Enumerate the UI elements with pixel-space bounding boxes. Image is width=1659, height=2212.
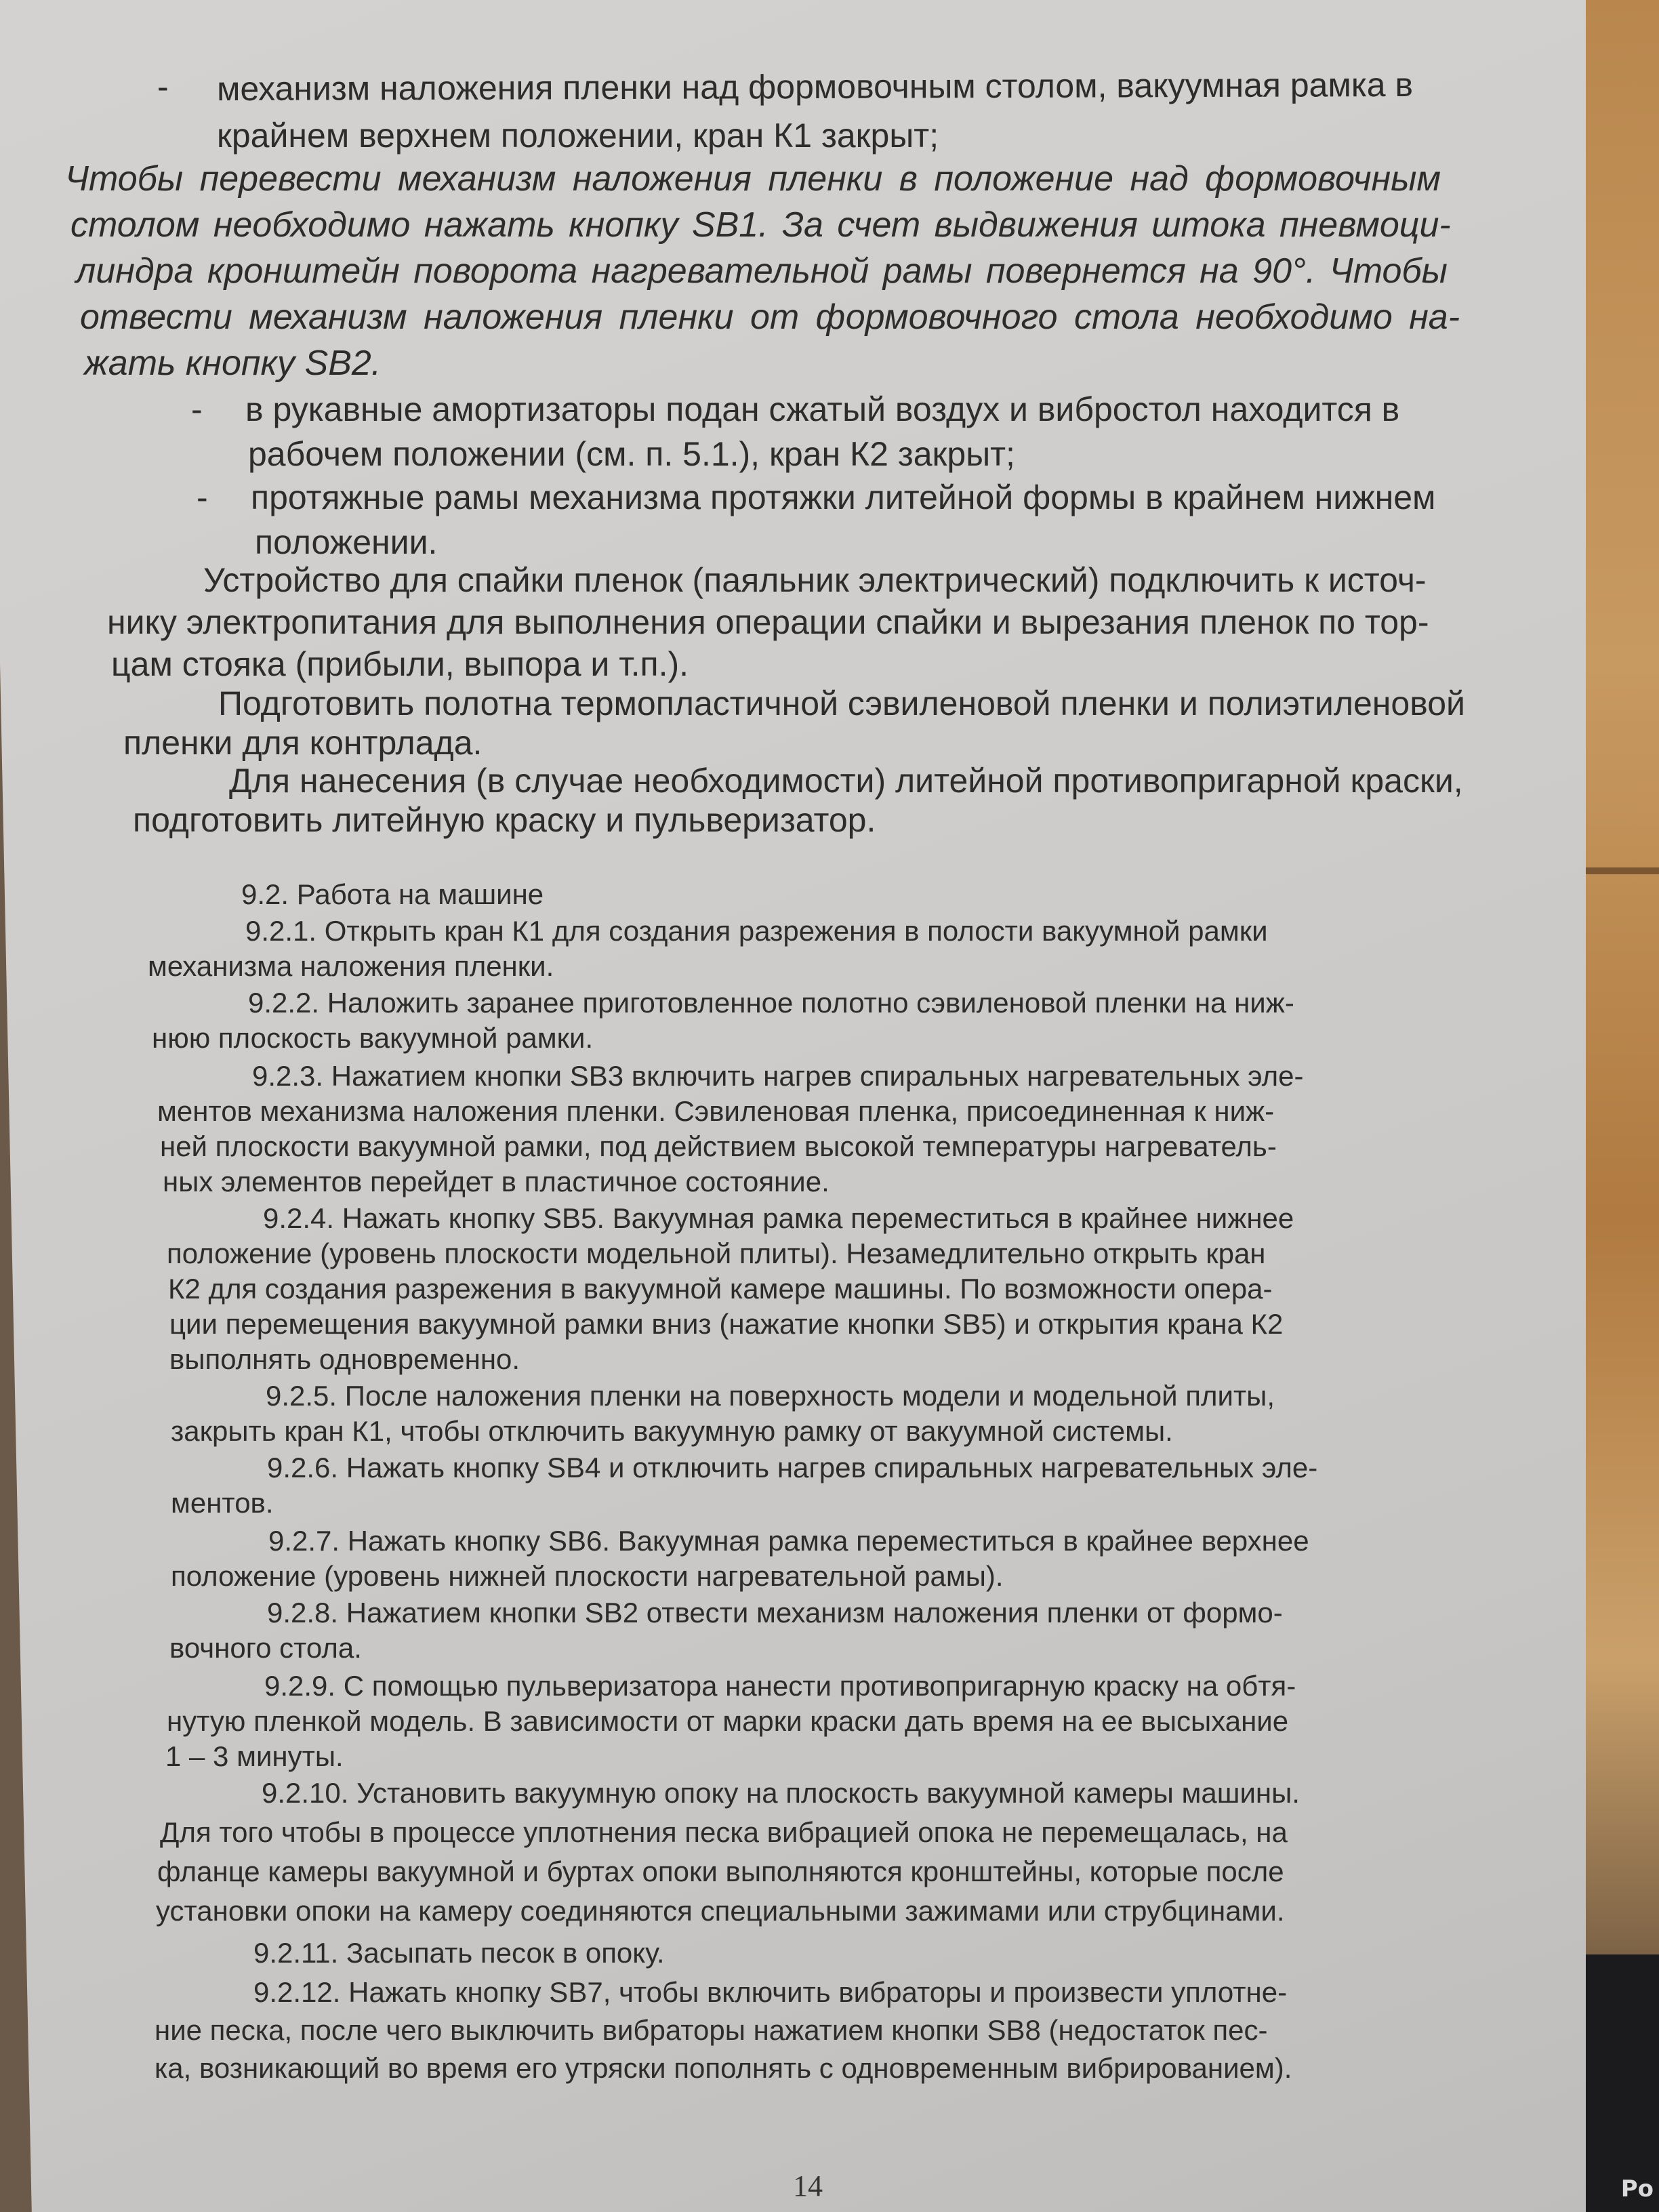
step-line: 9.2.12. Нажать кнопку SB7, чтобы включить вибраторы и произвести уплотне- <box>253 1976 1288 2008</box>
step-line: 9.2.8. Нажатием кнопки SB2 отвести механизм наложения пленки от формо- <box>267 1597 1283 1629</box>
step-line: 9.2.4. Нажать кнопку SB5. Вакуумная рамка переместиться в крайнее нижнее <box>263 1202 1294 1234</box>
step-line: ных элементов перейдет в пластичное состояние. <box>163 1166 830 1197</box>
step-line: положение (уровень нижней плоскости нагревательной рамы). <box>171 1560 1004 1592</box>
step-line: нутую пленкой модель. В зависимости от марки краски дать время на ее высыхание <box>167 1705 1289 1737</box>
desk-background <box>1578 0 1659 2212</box>
bullet-line: протяжные рамы механизма протяжки литейной формы в крайнем нижнем <box>251 478 1436 516</box>
paragraph-line: Для нанесения (в случае необходимости) литейной противопригарной краски, <box>229 762 1463 800</box>
corner-label: Po <box>1620 2175 1654 2203</box>
step-line: К2 для создания разрежения в вакуумной камере машины. По возможности опера- <box>168 1273 1273 1305</box>
step-line: установки опоки на камеру соединяются специальными зажимами или струбцинами. <box>156 1895 1285 1927</box>
step-line: 9.2.2. Наложить заранее приготовленное полотно сэвиленовой пленки на ниж- <box>248 987 1294 1019</box>
paragraph-line: подготовить литейную краску и пульверизатор. <box>133 801 876 839</box>
bullet-dash: - <box>191 390 203 428</box>
step-line: нюю плоскость вакуумной рамки. <box>152 1022 594 1054</box>
step-line: 9.2.10. Установить вакуумную опоку на плоскость вакуумной камеры машины. <box>262 1777 1300 1809</box>
step-line: 9.2.7. Нажать кнопку SB6. Вакуумная рамка переместиться в крайнее верхнее <box>268 1525 1309 1557</box>
step-line: механизма наложения пленки. <box>148 950 554 982</box>
italic-line: Чтобы перевести механизм наложения пленки в положение над формовочным <box>65 159 1441 199</box>
bullet-line: в рукавные амортизаторы подан сжатый воздух и вибростол находится в <box>245 390 1400 428</box>
step-line: 1 – 3 минуты. <box>165 1740 344 1772</box>
italic-line: столом необходимо нажать кнопку SB1. За счет выдвижения штока пневмоци- <box>70 205 1451 245</box>
step-line: Для того чтобы в процессе уплотнения песка вибрацией опока не перемещалась, на <box>160 1816 1288 1848</box>
step-line: 9.2.3. Нажатием кнопки SB3 включить нагрев спиральных нагревательных эле- <box>252 1060 1304 1092</box>
step-line: 9.2.11. Засыпать песок в опоку. <box>253 1937 665 1969</box>
step-line: ней плоскости вакуумной рамки, под действием высокой температуры нагреватель- <box>160 1130 1277 1162</box>
step-line: вочного стола. <box>169 1632 362 1664</box>
step-line: закрыть кран К1, чтобы отключить вакуумную рамку от вакуумной системы. <box>171 1415 1173 1447</box>
step-line: ментов механизма наложения пленки. Сэвиленовая пленка, присоединенная к ниж- <box>157 1095 1275 1127</box>
step-line: ние песка, после чего выключить вибраторы нажатием кнопки SB8 (недостаток пес- <box>155 2014 1268 2046</box>
bullet-line: рабочем положении (см. п. 5.1.), кран К2 закрыт; <box>248 435 1015 473</box>
bullet-line: механизм наложения пленки над формовочным столом, вакуумная рамка в <box>216 65 1414 108</box>
paragraph-line: Подготовить полотна термопластичной сэвиленовой пленки и полиэтиленовой <box>218 684 1465 722</box>
step-line: 9.2.1. Открыть кран К1 для создания разрежения в полости вакуумной рамки <box>245 915 1268 947</box>
paragraph-line: нику электропитания для выполнения операции спайки и вырезания пленок по тор- <box>107 603 1429 641</box>
italic-line: линдра кронштейн поворота нагревательной рамы повернется на 90°. Чтобы <box>76 251 1448 291</box>
step-line: 9.2.6. Нажать кнопку SB4 и отключить нагрев спиральных нагревательных эле- <box>267 1452 1318 1483</box>
step-line: ции перемещения вакуумной рамки вниз (нажатие кнопки SB5) и открытия крана К2 <box>169 1308 1284 1340</box>
section-heading: 9.2. Работа на машине <box>241 878 544 910</box>
italic-line: жать кнопку SB2. <box>84 344 382 383</box>
step-line: ментов. <box>171 1487 274 1519</box>
step-line: выполнять одновременно. <box>169 1343 520 1375</box>
page-number: 14 <box>793 2169 823 2203</box>
step-line: ка, возникающий во время его утряски пополнять с одновременным вибрированием). <box>155 2052 1292 2084</box>
step-line: положение (уровень плоскости модельной плиты). Незамедлительно открыть кран <box>167 1237 1266 1269</box>
paragraph-line: пленки для контрлада. <box>123 724 483 762</box>
step-line: фланце камеры вакуумной и буртах опоки выполняются кронштейны, которые после <box>157 1856 1284 1887</box>
italic-line: отвести механизм наложения пленки от формовочного стола необходимо на- <box>80 298 1460 337</box>
bullet-dash: - <box>157 68 169 106</box>
paragraph-line: Устройство для спайки пленок (паяльник электрический) подключить к источ- <box>203 561 1427 599</box>
bullet-dash: - <box>197 478 208 516</box>
step-line: 9.2.5. После наложения пленки на поверхность модели и модельной плиты, <box>266 1380 1275 1412</box>
bullet-line: положении. <box>255 523 438 561</box>
paragraph-line: цам стояка (прибыли, выпора и т.п.). <box>111 645 689 683</box>
step-line: 9.2.9. С помощью пульверизатора нанести противопригарную краску на обтя- <box>264 1670 1296 1702</box>
bullet-line: крайнем верхнем положении, кран К1 закрыт; <box>217 117 939 155</box>
